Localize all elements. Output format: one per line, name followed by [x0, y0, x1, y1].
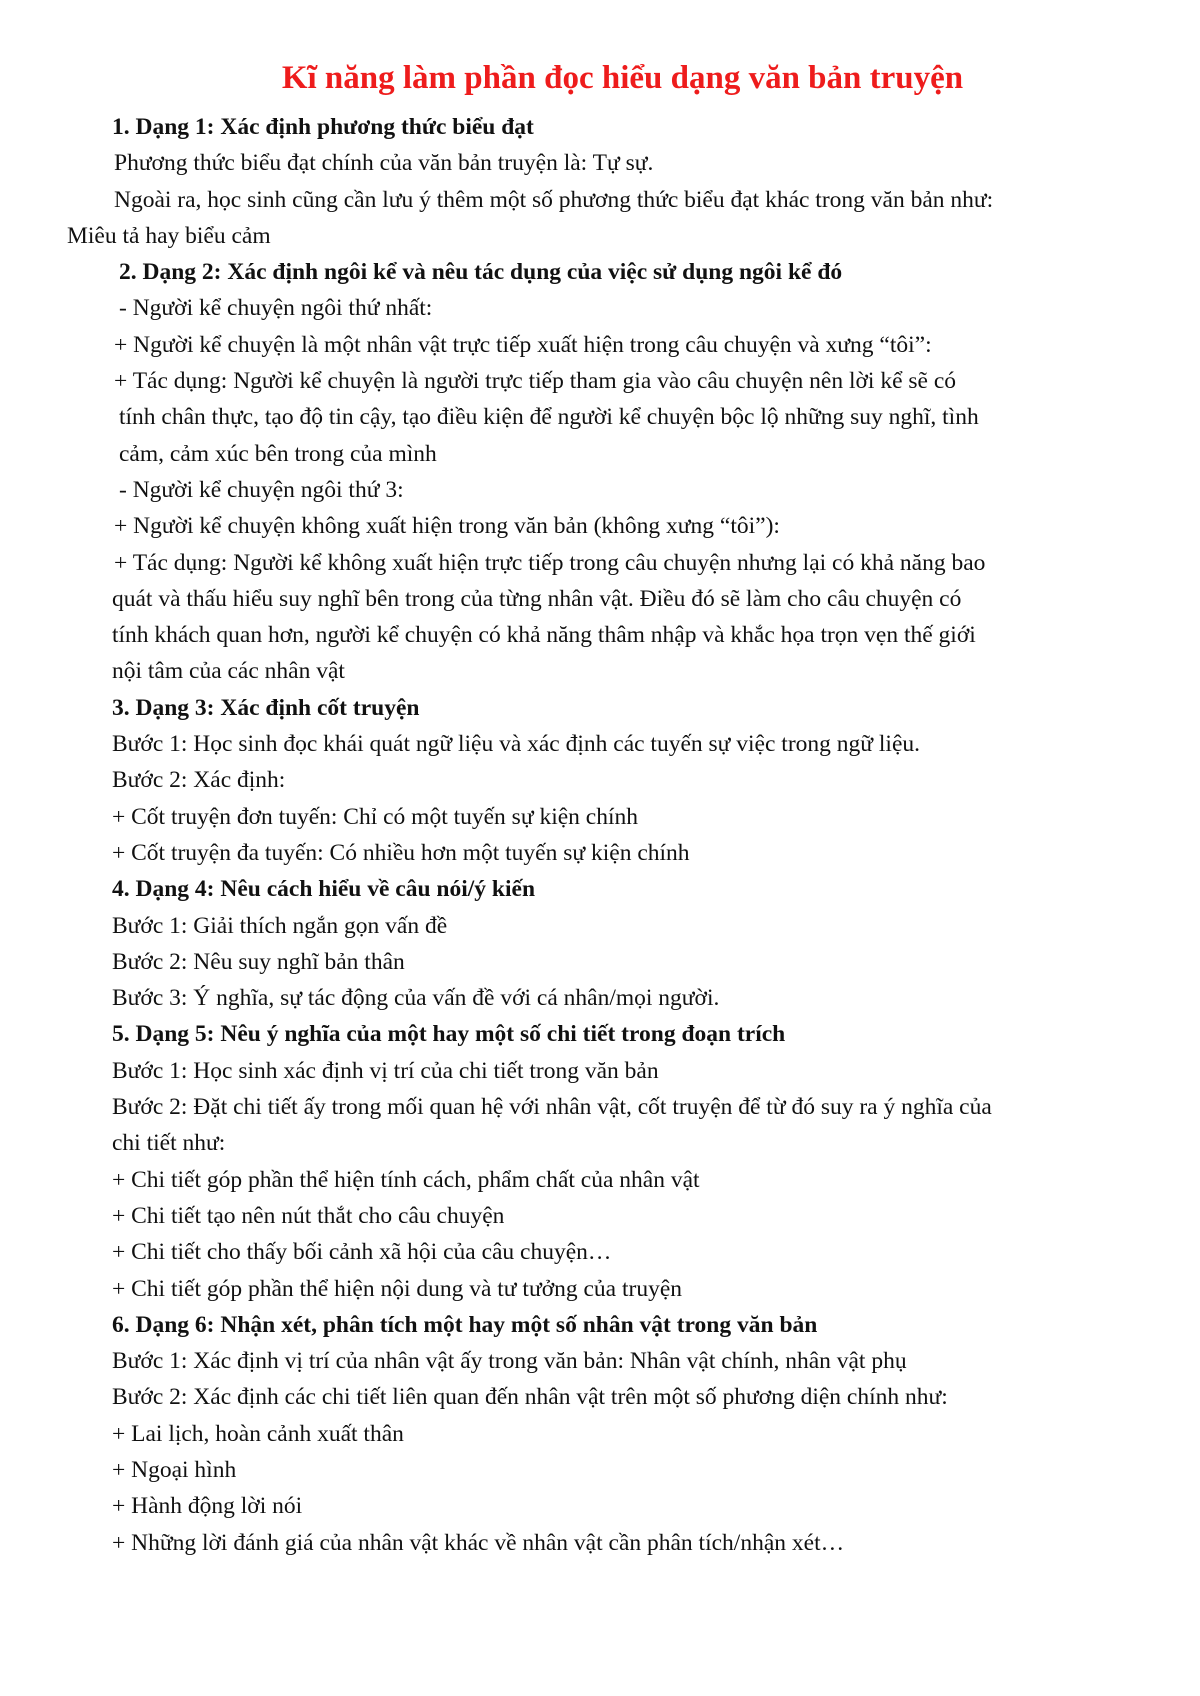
section-heading-1: 1. Dạng 1: Xác định phương thức biểu đạt — [112, 114, 534, 140]
paragraph-line: tính khách quan hơn, người kể chuyện có khả năng thâm nhập và khắc họa trọn vẹn thế giới — [112, 622, 976, 649]
paragraph-line: nội tâm của các nhân vật — [112, 658, 345, 685]
page-title: Kĩ năng làm phần đọc hiểu dạng văn bản truyện — [281, 60, 964, 96]
paragraph-line: Bước 3: Ý nghĩa, sự tác động của vấn đề với cá nhân/mọi người. — [112, 985, 720, 1012]
paragraph-line: - Người kể chuyện ngôi thứ 3: — [119, 476, 404, 503]
paragraph-line: cảm, cảm xúc bên trong của mình — [119, 440, 437, 467]
paragraph-line: Bước 1: Xác định vị trí của nhân vật ấy trong văn bản: Nhân vật chính, nhân vật phụ — [112, 1348, 907, 1375]
paragraph-line: Bước 2: Xác định: — [112, 767, 286, 794]
section-heading-2: 2. Dạng 2: Xác định ngôi kể và nêu tác dụng của việc sử dụng ngôi kể đó — [119, 259, 843, 286]
paragraph-line: Phương thức biểu đạt chính của văn bản truyện là: Tự sự. — [114, 150, 654, 177]
paragraph-line: quát và thấu hiểu suy nghĩ bên trong của từng nhân vật. Điều đó sẽ làm cho câu chuyện có — [112, 585, 962, 612]
section-heading-3: 3. Dạng 3: Xác định cốt truyện — [112, 694, 420, 721]
paragraph-line: Bước 2: Xác định các chi tiết liên quan đến nhân vật trên một số phương diện chính như: — [112, 1384, 948, 1411]
paragraph-line: + Chi tiết tạo nên nút thắt cho câu chuyện — [112, 1202, 505, 1229]
paragraph-line: tính chân thực, tạo độ tin cậy, tạo điều kiện để người kể chuyện bộc lộ những suy nghĩ, tình — [119, 404, 979, 431]
paragraph-line: + Người kể chuyện không xuất hiện trong văn bản (không xưng “tôi”): — [114, 513, 780, 540]
paragraph-line: + Lai lịch, hoàn cảnh xuất thân — [112, 1420, 404, 1447]
paragraph-line: Bước 2: Đặt chi tiết ấy trong mối quan hệ với nhân vật, cốt truyện để từ đó suy ra ý nghĩa của — [112, 1094, 992, 1121]
paragraph-line: + Cốt truyện đa tuyến: Có nhiều hơn một tuyến sự kiện chính — [112, 839, 690, 866]
paragraph-line: Bước 1: Giải thích ngắn gọn vấn đề — [112, 912, 448, 939]
paragraph-line: + Tác dụng: Người kể chuyện là người trực tiếp tham gia vào câu chuyện nên lời kể sẽ có — [114, 368, 957, 395]
paragraph-line: + Cốt truyện đơn tuyến: Chỉ có một tuyến sự kiện chính — [112, 803, 638, 830]
paragraph-line: Bước 1: Học sinh xác định vị trí của chi tiết trong văn bản — [112, 1057, 659, 1084]
paragraph-line: Bước 2: Nêu suy nghĩ bản thân — [112, 948, 405, 975]
section-heading-6: 6. Dạng 6: Nhận xét, phân tích một hay một số nhân vật trong văn bản — [112, 1311, 818, 1338]
paragraph-line: + Chi tiết góp phần thể hiện nội dung và tư tưởng của truyện — [112, 1275, 683, 1302]
paragraph-line: + Chi tiết góp phần thể hiện tính cách, phẩm chất của nhân vật — [112, 1166, 700, 1193]
paragraph-line: + Tác dụng: Người kể không xuất hiện trực tiếp trong câu chuyện nhưng lại có khả năng bao — [114, 549, 986, 576]
document-body — [0, 109, 1200, 1561]
paragraph-line: + Chi tiết cho thấy bối cảnh xã hội của câu chuyện… — [112, 1239, 612, 1266]
paragraph-line: Bước 1: Học sinh đọc khái quát ngữ liệu và xác định các tuyến sự việc trong ngữ liệu. — [112, 731, 920, 758]
paragraph-line: Ngoài ra, học sinh cũng cần lưu ý thêm một số phương thức biểu đạt khác trong văn bản như: — [114, 186, 994, 213]
paragraph-line: + Những lời đánh giá của nhân vật khác về nhân vật cần phân tích/nhận xét… — [112, 1529, 845, 1556]
paragraph-line: + Ngoại hình — [112, 1456, 237, 1483]
paragraph-line: Miêu tả hay biểu cảm — [67, 222, 271, 249]
paragraph-line: - Người kể chuyện ngôi thứ nhất: — [119, 295, 433, 322]
paragraph-line: chi tiết như: — [112, 1130, 226, 1157]
section-heading-5: 5. Dạng 5: Nêu ý nghĩa của một hay một số chi tiết trong đoạn trích — [112, 1021, 786, 1048]
paragraph-line: + Người kể chuyện là một nhân vật trực tiếp xuất hiện trong câu chuyện và xưng “tôi”: — [114, 331, 932, 358]
paragraph-line: + Hành động lời nói — [112, 1493, 303, 1520]
section-heading-4: 4. Dạng 4: Nêu cách hiểu về câu nói/ý kiến — [112, 876, 536, 903]
